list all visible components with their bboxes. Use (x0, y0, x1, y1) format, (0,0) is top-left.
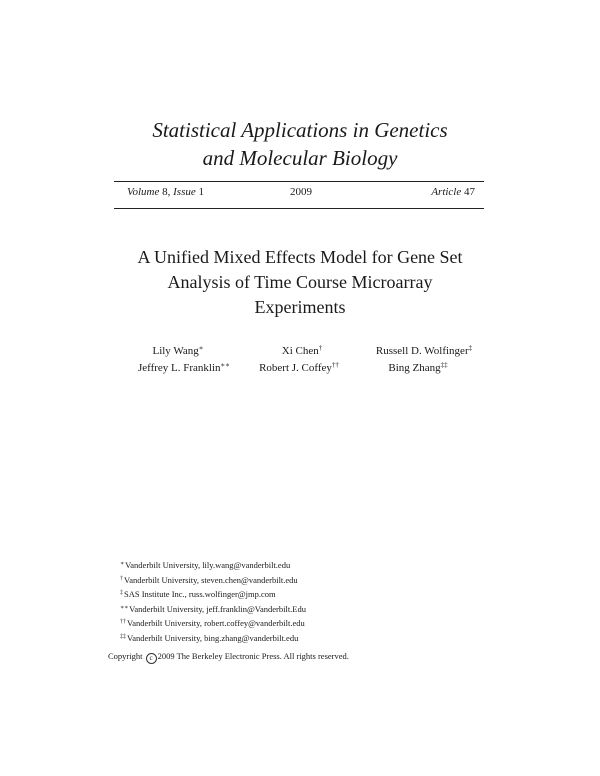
article-label: Article (431, 186, 462, 198)
affiliation-footnotes (120, 558, 306, 645)
issue-label: Issue (173, 186, 196, 198)
copyright-prefix: Copyright (108, 651, 143, 661)
footnote: ∗Vanderbilt University, lily.wang@vanderbilt.edu (120, 560, 291, 570)
footnote: ∗∗Vanderbilt University, jeff.franklin@Vanderbilt.Edu (120, 603, 306, 614)
article-title-line2: Analysis of Time Course Microarray (167, 272, 433, 292)
issue-number: 1 (198, 186, 204, 198)
article-number (431, 186, 475, 198)
author-name: Xi Chen† (281, 344, 323, 357)
bottom-rule (114, 208, 484, 209)
volume-issue: Volume 8, Issue 1 (127, 186, 204, 198)
article-title (100, 245, 500, 320)
author-name: Russell D. Wolfinger‡ (375, 344, 473, 357)
journal-title (0, 116, 600, 172)
volume-label: Volume (127, 186, 160, 198)
article-title-line1: A Unified Mixed Effects Model for Gene Set (137, 247, 463, 267)
author-name: Lily Wang∗ (152, 344, 204, 357)
issue-info (127, 186, 475, 202)
copyright-text: 2009 The Berkeley Electronic Press. All rights reserved. (157, 651, 349, 661)
footnote: ††Vanderbilt University, robert.coffey@vanderbilt.edu (120, 618, 305, 628)
issue-year: 2009 (290, 186, 312, 198)
footnote: †Vanderbilt University, steven.chen@vanderbilt.edu (120, 574, 298, 585)
journal-title-line2: and Molecular Biology (202, 146, 398, 170)
footnote: ‡‡Vanderbilt University, bing.zhang@vanderbilt.edu (120, 632, 299, 643)
copyright-icon: c (146, 653, 157, 664)
top-rule (114, 181, 484, 182)
journal-title-line1: Statistical Applications in Genetics (152, 118, 448, 142)
author-name: Bing Zhang‡‡ (388, 361, 448, 374)
author-name: Robert J. Coffey†† (259, 361, 339, 374)
article-number-value: 47 (464, 186, 475, 198)
copyright-notice (108, 651, 349, 664)
author-name: Jeffrey L. Franklin∗∗ (137, 361, 231, 374)
footnote: ‡SAS Institute Inc., russ.wolfinger@jmp.com (120, 589, 276, 599)
volume-number: 8 (162, 186, 168, 198)
article-title-line3: Experiments (254, 297, 346, 317)
